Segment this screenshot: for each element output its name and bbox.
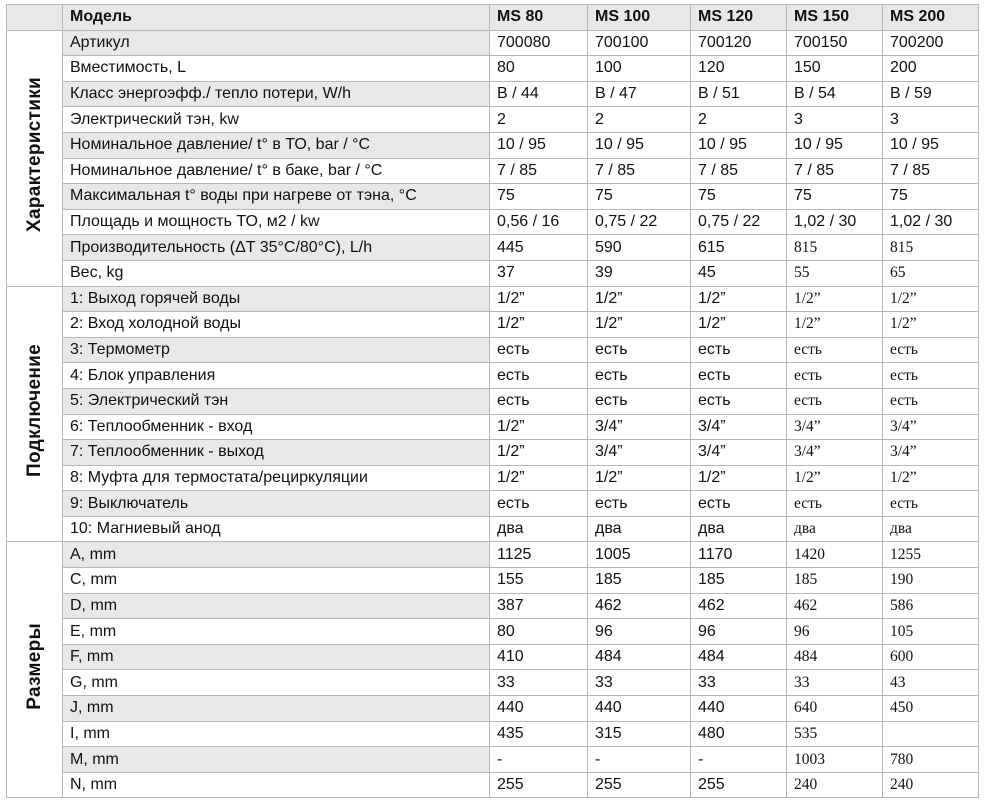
value-cell: 780 xyxy=(883,747,979,773)
value-cell: 1/2” xyxy=(490,440,588,466)
value-cell: 1255 xyxy=(883,542,979,568)
spec-body xyxy=(7,30,979,798)
value-cell: 484 xyxy=(787,644,883,670)
table-row xyxy=(7,337,979,363)
value-cell: 255 xyxy=(490,772,588,798)
table-row xyxy=(7,235,979,261)
spec-sheet xyxy=(6,4,979,798)
value-cell: 440 xyxy=(588,696,691,722)
value-cell: 700200 xyxy=(883,30,979,56)
header-row xyxy=(7,5,979,31)
section-title: Подключение xyxy=(23,343,45,477)
value-cell: 1005 xyxy=(588,542,691,568)
value-cell: 410 xyxy=(490,644,588,670)
value-cell: 1/2” xyxy=(883,465,979,491)
value-cell: 7 / 85 xyxy=(883,158,979,184)
value-cell: есть xyxy=(490,388,588,414)
value-cell: 96 xyxy=(787,619,883,645)
value-cell: есть xyxy=(787,388,883,414)
table-row xyxy=(7,465,979,491)
section-characteristics xyxy=(7,30,63,286)
value-cell: 700100 xyxy=(588,30,691,56)
value-cell: 600 xyxy=(883,644,979,670)
parameter-label: J, mm xyxy=(63,696,490,722)
table-row xyxy=(7,747,979,773)
value-cell: - xyxy=(691,747,787,773)
value-cell: 75 xyxy=(490,184,588,210)
value-cell: 65 xyxy=(883,260,979,286)
value-cell: B / 51 xyxy=(691,81,787,107)
table-row xyxy=(7,772,979,798)
value-cell: 33 xyxy=(691,670,787,696)
value-cell: 1/2” xyxy=(883,312,979,338)
value-cell: 480 xyxy=(691,721,787,747)
value-cell: 1125 xyxy=(490,542,588,568)
table-row xyxy=(7,107,979,133)
table-row xyxy=(7,363,979,389)
value-cell: 462 xyxy=(787,593,883,619)
table-row xyxy=(7,542,979,568)
parameter-label: G, mm xyxy=(63,670,490,696)
value-cell: есть xyxy=(883,363,979,389)
parameter-label: Максимальная t° воды при нагреве от тэна, °C xyxy=(63,184,490,210)
model-header-ms150: MS 150 xyxy=(787,5,883,31)
value-cell: 185 xyxy=(691,568,787,594)
parameter-label: Вместимость, L xyxy=(63,56,490,82)
parameter-label: D, mm xyxy=(63,593,490,619)
value-cell: 1/2” xyxy=(787,286,883,312)
parameter-label: E, mm xyxy=(63,619,490,645)
value-cell: 120 xyxy=(691,56,787,82)
parameter-label: C, mm xyxy=(63,568,490,594)
value-cell: 33 xyxy=(588,670,691,696)
table-row xyxy=(7,696,979,722)
value-cell: 615 xyxy=(691,235,787,261)
value-cell: 150 xyxy=(787,56,883,82)
value-cell: 0,75 / 22 xyxy=(588,209,691,235)
table-row xyxy=(7,670,979,696)
value-cell: 96 xyxy=(691,619,787,645)
value-cell: B / 54 xyxy=(787,81,883,107)
value-cell: есть xyxy=(883,491,979,517)
value-cell: 1/2” xyxy=(490,414,588,440)
value-cell: есть xyxy=(883,388,979,414)
value-cell: 1/2” xyxy=(691,312,787,338)
value-cell: 0,75 / 22 xyxy=(691,209,787,235)
parameter-label: F, mm xyxy=(63,644,490,670)
value-cell: 185 xyxy=(588,568,691,594)
value-cell: есть xyxy=(490,491,588,517)
value-cell: 3/4” xyxy=(588,440,691,466)
value-cell xyxy=(883,721,979,747)
value-cell: два xyxy=(787,516,883,542)
table-row xyxy=(7,30,979,56)
value-cell: 1,02 / 30 xyxy=(883,209,979,235)
value-cell: 484 xyxy=(691,644,787,670)
parameter-label: 1: Выход горячей воды xyxy=(63,286,490,312)
value-cell: 255 xyxy=(691,772,787,798)
value-cell: 1/2” xyxy=(883,286,979,312)
value-cell: 1,02 / 30 xyxy=(787,209,883,235)
value-cell: 200 xyxy=(883,56,979,82)
value-cell: 10 / 95 xyxy=(787,132,883,158)
value-cell: 1/2” xyxy=(588,312,691,338)
value-cell: 1170 xyxy=(691,542,787,568)
value-cell: 10 / 95 xyxy=(691,132,787,158)
parameter-label: 9: Выключатель xyxy=(63,491,490,517)
value-cell: 535 xyxy=(787,721,883,747)
value-cell: есть xyxy=(787,337,883,363)
parameter-label: 2: Вход холодной воды xyxy=(63,312,490,338)
value-cell: B / 59 xyxy=(883,81,979,107)
value-cell: 185 xyxy=(787,568,883,594)
table-row xyxy=(7,184,979,210)
value-cell: 100 xyxy=(588,56,691,82)
value-cell: 586 xyxy=(883,593,979,619)
parameter-label: I, mm xyxy=(63,721,490,747)
parameter-label: Электрический тэн, kw xyxy=(63,107,490,133)
value-cell: есть xyxy=(787,491,883,517)
value-cell: есть xyxy=(787,363,883,389)
value-cell: 1/2” xyxy=(691,286,787,312)
value-cell: 0,56 / 16 xyxy=(490,209,588,235)
value-cell: есть xyxy=(588,388,691,414)
value-cell: 2 xyxy=(588,107,691,133)
section-title: Характеристики xyxy=(23,77,45,233)
value-cell: 700120 xyxy=(691,30,787,56)
table-row xyxy=(7,568,979,594)
value-cell: два xyxy=(490,516,588,542)
value-cell: 1/2” xyxy=(691,465,787,491)
value-cell: 75 xyxy=(691,184,787,210)
corner-cell xyxy=(7,5,63,31)
value-cell: 240 xyxy=(883,772,979,798)
value-cell: 1/2” xyxy=(490,312,588,338)
table-row xyxy=(7,286,979,312)
table-row xyxy=(7,312,979,338)
section-connections xyxy=(7,286,63,542)
value-cell: 7 / 85 xyxy=(490,158,588,184)
value-cell: - xyxy=(490,747,588,773)
value-cell: 590 xyxy=(588,235,691,261)
table-row xyxy=(7,644,979,670)
table-row xyxy=(7,414,979,440)
model-header-ms200: MS 200 xyxy=(883,5,979,31)
table-row xyxy=(7,260,979,286)
table-row xyxy=(7,158,979,184)
value-cell: есть xyxy=(691,388,787,414)
value-cell: 462 xyxy=(588,593,691,619)
model-header-ms120: MS 120 xyxy=(691,5,787,31)
table-row xyxy=(7,56,979,82)
value-cell: 39 xyxy=(588,260,691,286)
value-cell: 1/2” xyxy=(490,286,588,312)
parameter-label: Класс энергоэфф./ тепло потери, W/h xyxy=(63,81,490,107)
value-cell: 3/4” xyxy=(883,414,979,440)
value-cell: 815 xyxy=(883,235,979,261)
value-cell: 700080 xyxy=(490,30,588,56)
section-dimensions xyxy=(7,542,63,798)
table-row xyxy=(7,619,979,645)
value-cell: 1/2” xyxy=(588,286,691,312)
value-cell: 255 xyxy=(588,772,691,798)
parameter-label: Артикул xyxy=(63,30,490,56)
value-cell: есть xyxy=(691,491,787,517)
table-row xyxy=(7,593,979,619)
value-cell: 155 xyxy=(490,568,588,594)
value-cell: 240 xyxy=(787,772,883,798)
table-row xyxy=(7,491,979,517)
parameter-label: Площадь и мощность ТО, м2 / kw xyxy=(63,209,490,235)
table-row xyxy=(7,721,979,747)
value-cell: 445 xyxy=(490,235,588,261)
value-cell: 10 / 95 xyxy=(883,132,979,158)
value-cell: 7 / 85 xyxy=(588,158,691,184)
value-cell: 3/4” xyxy=(883,440,979,466)
value-cell: два xyxy=(691,516,787,542)
value-cell: 3 xyxy=(883,107,979,133)
value-cell: 2 xyxy=(691,107,787,133)
value-cell: 435 xyxy=(490,721,588,747)
value-cell: 43 xyxy=(883,670,979,696)
value-cell: 33 xyxy=(787,670,883,696)
model-header-ms80: MS 80 xyxy=(490,5,588,31)
table-row xyxy=(7,516,979,542)
value-cell: 1420 xyxy=(787,542,883,568)
value-cell: 75 xyxy=(883,184,979,210)
parameter-label: Номинальное давление/ t° в баке, bar / °C xyxy=(63,158,490,184)
model-header-ms100: MS 100 xyxy=(588,5,691,31)
parameter-label: N, mm xyxy=(63,772,490,798)
value-cell: 105 xyxy=(883,619,979,645)
value-cell: 7 / 85 xyxy=(691,158,787,184)
section-title: Размеры xyxy=(23,623,45,710)
value-cell: - xyxy=(588,747,691,773)
value-cell: 1003 xyxy=(787,747,883,773)
value-cell: есть xyxy=(691,363,787,389)
parameter-label: Вес, kg xyxy=(63,260,490,286)
value-cell: 80 xyxy=(490,619,588,645)
value-cell: 2 xyxy=(490,107,588,133)
value-cell: есть xyxy=(883,337,979,363)
table-row xyxy=(7,132,979,158)
value-cell: 55 xyxy=(787,260,883,286)
parameter-label: M, mm xyxy=(63,747,490,773)
parameter-label: 10: Магниевый анод xyxy=(63,516,490,542)
value-cell: есть xyxy=(588,491,691,517)
value-cell: B / 44 xyxy=(490,81,588,107)
value-cell: есть xyxy=(490,337,588,363)
parameter-label: 7: Теплообменник - выход xyxy=(63,440,490,466)
value-cell: 96 xyxy=(588,619,691,645)
parameter-label: 6: Теплообменник - вход xyxy=(63,414,490,440)
value-cell: 1/2” xyxy=(787,312,883,338)
value-cell: 75 xyxy=(588,184,691,210)
table-row xyxy=(7,209,979,235)
value-cell: 80 xyxy=(490,56,588,82)
parameter-label: 4: Блок управления xyxy=(63,363,490,389)
value-cell: 1/2” xyxy=(588,465,691,491)
value-cell: 484 xyxy=(588,644,691,670)
value-cell: 7 / 85 xyxy=(787,158,883,184)
value-cell: 37 xyxy=(490,260,588,286)
value-cell: 3/4” xyxy=(787,414,883,440)
value-cell: 462 xyxy=(691,593,787,619)
value-cell: 10 / 95 xyxy=(588,132,691,158)
value-cell: 45 xyxy=(691,260,787,286)
value-cell: 3/4” xyxy=(691,414,787,440)
value-cell: 1/2” xyxy=(490,465,588,491)
parameter-label: 5: Электрический тэн xyxy=(63,388,490,414)
spec-table xyxy=(6,4,979,798)
value-cell: два xyxy=(883,516,979,542)
parameter-label: 3: Термометр xyxy=(63,337,490,363)
parameter-label: A, mm xyxy=(63,542,490,568)
model-header: Модель xyxy=(63,5,490,31)
value-cell: 75 xyxy=(787,184,883,210)
value-cell: 640 xyxy=(787,696,883,722)
value-cell: 3/4” xyxy=(787,440,883,466)
value-cell: 1/2” xyxy=(787,465,883,491)
value-cell: есть xyxy=(490,363,588,389)
value-cell: 3/4” xyxy=(588,414,691,440)
value-cell: есть xyxy=(588,363,691,389)
table-row xyxy=(7,81,979,107)
parameter-label: Производительность (ΔT 35°C/80°C), L/h xyxy=(63,235,490,261)
value-cell: 3 xyxy=(787,107,883,133)
table-row xyxy=(7,440,979,466)
value-cell: 315 xyxy=(588,721,691,747)
value-cell: 387 xyxy=(490,593,588,619)
value-cell: 440 xyxy=(490,696,588,722)
value-cell: 33 xyxy=(490,670,588,696)
value-cell: 815 xyxy=(787,235,883,261)
value-cell: есть xyxy=(588,337,691,363)
parameter-label: Номинальное давление/ t° в ТО, bar / °C xyxy=(63,132,490,158)
value-cell: B / 47 xyxy=(588,81,691,107)
value-cell: два xyxy=(588,516,691,542)
table-row xyxy=(7,388,979,414)
value-cell: 700150 xyxy=(787,30,883,56)
parameter-label: 8: Муфта для термостата/рециркуляции xyxy=(63,465,490,491)
value-cell: 10 / 95 xyxy=(490,132,588,158)
value-cell: 440 xyxy=(691,696,787,722)
value-cell: 450 xyxy=(883,696,979,722)
value-cell: есть xyxy=(691,337,787,363)
value-cell: 3/4” xyxy=(691,440,787,466)
value-cell: 190 xyxy=(883,568,979,594)
